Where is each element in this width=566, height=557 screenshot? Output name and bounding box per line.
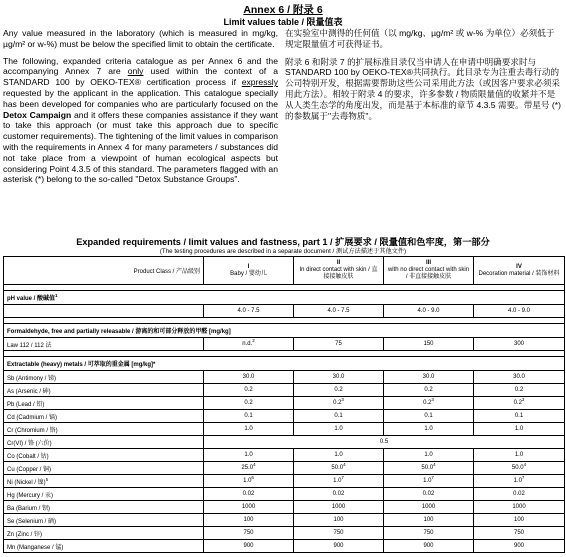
column-header-no-direct-contact: III with no direct contact with skin / 非直接接触皮肤 [384, 257, 474, 285]
table-row-metal [4, 397, 565, 410]
value-cell: 1.0 [294, 449, 384, 462]
column-header-baby: I Baby / 婴幼儿 [204, 257, 294, 285]
intro-en-paragraph-1: Any value measured in the laboratory (which is measured in mg/kg, µg/m² or w-%) must be below the specified limit to obtain the certificate. [3, 28, 278, 49]
value-cell: $0.2^3$ [474, 397, 565, 410]
table-row-metal [4, 410, 565, 423]
intro-chinese [285, 28, 563, 128]
metal-label: Cd (Cadmium / 镉) [4, 410, 204, 423]
section-header-metals: Extractable (heavy) metals / 可萃取的重金属 [mg/kg]* [4, 357, 565, 371]
metal-label: Zn (Zinc / 锌) [4, 527, 204, 540]
value-cell: 0.2 [294, 384, 384, 397]
value-cell: 1.0 [294, 423, 384, 436]
value-cell: 0.02 [204, 488, 294, 501]
value-cell: $1.0^7$ [294, 475, 384, 488]
value-cell: 0.2 [474, 384, 565, 397]
value-cell: 1.0 [384, 423, 474, 436]
value-cell: 0.02 [294, 488, 384, 501]
value-cell: 900 [294, 540, 384, 553]
value-cell: 1.0 [384, 449, 474, 462]
value-cell: 0.1 [474, 410, 565, 423]
value-cell: 30.0 [474, 371, 565, 384]
table-row-metal [4, 540, 565, 553]
value-cell: 0.2 [204, 384, 294, 397]
table-row-metal [4, 514, 565, 527]
only-emphasis: only [127, 66, 144, 77]
annex-title: Annex 6 / 附录 6 [243, 4, 323, 16]
value-cell: 1000 [474, 501, 565, 514]
table-row-metal [4, 462, 565, 475]
value-cell: 1.0 [204, 449, 294, 462]
table-row-metal [4, 488, 565, 501]
value-cell: 750 [294, 527, 384, 540]
value-cell: 1000 [384, 501, 474, 514]
value-cell: $0.2^3$ [384, 397, 474, 410]
value-cell: 0.02 [384, 488, 474, 501]
intro-english [3, 28, 278, 191]
table-row-metal [4, 436, 565, 449]
limit-values-table [3, 256, 565, 553]
section-header-ph: pH value / 酸碱值$^1$ [4, 291, 565, 305]
metal-label: Co (Cobalt / 钴) [4, 449, 204, 462]
value-cell: 0.2 [204, 397, 294, 410]
table-row-metal [4, 501, 565, 514]
metal-label: Pb (Lead / 铅) [4, 397, 204, 410]
metal-label: Cu (Copper / 铜) [4, 462, 204, 475]
value-cell: 100 [294, 514, 384, 527]
section-header-formaldehyde: Formaldehyde, free and partially releasable / 游离的和可部分释放的甲醛 [mg/kg] [4, 324, 565, 338]
value-cell: $1.0^6$ [204, 475, 294, 488]
expressly-emphasis: expressly [241, 77, 278, 88]
metal-label: As (Arsenic / 砷) [4, 384, 204, 397]
value-cell: 0.1 [294, 410, 384, 423]
value-cell: $0.2^3$ [294, 397, 384, 410]
value-cell: 750 [384, 527, 474, 540]
table-row-ph: 4.0 - 7.5 4.0 - 7.5 4.0 - 9.0 4.0 - 9.0 [4, 305, 565, 318]
table-row-metal [4, 423, 565, 436]
table-row-metal [4, 475, 565, 488]
table-row-law-112: Law 112 / 112 法 n.d.$^2$ 75 150 300 [4, 338, 565, 351]
intro-zh-paragraph-2: 附录 6 和附录 7 的扩展标准目录仅当申请人在申请中明确要求时与 STANDARD 100 by OEKO-TEX®共同执行。此目录专为注重去毒行动的公司特别开发，根据需要帮助这些公司采用此方法（或因客户要求必须采用此方法）。相较于附录 4 的要求，许多参数 / 物质限量值的收紧并不是从人类生态学的角度出发，而是基于本标准的章节 4.3.5 需要。带星号 (*) 的参数属于"去毒物质"。 [285, 56, 561, 121]
table-row-metal [4, 384, 565, 397]
value-cell: $1.0^7$ [474, 475, 565, 488]
metal-label: Mn (Manganese / 锰) [4, 540, 204, 553]
value-cell: 0.02 [474, 488, 565, 501]
value-cell: 0.1 [204, 410, 294, 423]
annex-subtitle: Limit values table / 限量值表 [223, 17, 343, 27]
value-cell: 50.0$^4$ [384, 462, 474, 475]
value-cell: 750 [204, 527, 294, 540]
metal-label: Ba (Barium / 钡) [4, 501, 204, 514]
value-cell: 25.0$^4$ [204, 462, 294, 475]
table-note: (The testing procedures are described in a separate document / 测试方法描述于其他文件) [159, 248, 407, 255]
table-row-metal [4, 527, 565, 540]
value-cell: 100 [204, 514, 294, 527]
value-cell: $1.0^7$ [384, 475, 474, 488]
value-cell: 1000 [294, 501, 384, 514]
detox-campaign-emphasis: Detox Campaign [3, 109, 72, 120]
value-cell: 900 [474, 540, 565, 553]
value-cell: 0.1 [384, 410, 474, 423]
value-cell: 1.0 [474, 449, 565, 462]
value-cell: 100 [384, 514, 474, 527]
table-title: Expanded requirements / limit values and fastness, part 1 / 扩展要求 / 限量值和色牢度，第一部分 [76, 237, 490, 247]
metal-label: Cr (Chromium / 铬) [4, 423, 204, 436]
value-cell: 1.0 [474, 423, 565, 436]
column-header-direct-contact: II In direct contact with skin / 直接接触皮肤 [294, 257, 384, 285]
value-cell: 30.0 [294, 371, 384, 384]
metal-label: Ni (Nickel / 镍)$^5$ [4, 475, 204, 488]
value-cell: 1000 [204, 501, 294, 514]
value-cell: 50.0$^4$ [294, 462, 384, 475]
value-cell: 0.2 [384, 384, 474, 397]
value-cell: 30.0 [204, 371, 294, 384]
value-cell: 900 [204, 540, 294, 553]
table-header-row [4, 257, 565, 285]
value-cell: 30.0 [384, 371, 474, 384]
intro-en-paragraph-2: The following, expanded criteria catalogue as per Annex 6 and the accompanying Annex 7 are only used within the context of a STANDARD 100 by OEKO-TEX® certification process if expressly requested by the applicant in the application. This catalogue specially has been developed for companies who are particularly focused on the Detox Campaign and it offers these companies assistance if they want to take this approach (or must take this approach due to specific customer requirements). The tightening of the limit values in comparison with the requirements in Annex 4 for many parameters / substances did not take place from a viewpoint of human ecological aspects but considering Point 4.3.5 of this standard. The parameters flagged with an asterisk (*) belong to the so-called "Detox Substance Groups". [3, 55, 279, 185]
value-cell: 750 [474, 527, 565, 540]
metal-label: Se (Selenium / 硒) [4, 514, 204, 527]
table-row-metal [4, 371, 565, 384]
intro-zh-paragraph-1: 在实验室中测得的任何值（以 mg/kg、µg/m² 或 w-% 为单位）必须低于规定限量值才可获得证书。 [285, 28, 555, 49]
metal-label: Sb (Antimony / 锑) [4, 371, 204, 384]
table-row-metal [4, 449, 565, 462]
value-cell: 900 [384, 540, 474, 553]
value-cell: 1.0 [204, 423, 294, 436]
metal-label: Cr(VI) / 铬 (六价) [4, 436, 204, 449]
value-cell: 100 [474, 514, 565, 527]
metal-label: Hg (Mercury / 汞) [4, 488, 204, 501]
column-header-decoration: IV Decoration material / 装饰材料 [474, 257, 565, 285]
merged-value-cell: 0.5 [204, 436, 565, 449]
product-class-label: Product Class / 产品级别 [4, 257, 204, 285]
value-cell: 50.0$^4$ [474, 462, 565, 475]
